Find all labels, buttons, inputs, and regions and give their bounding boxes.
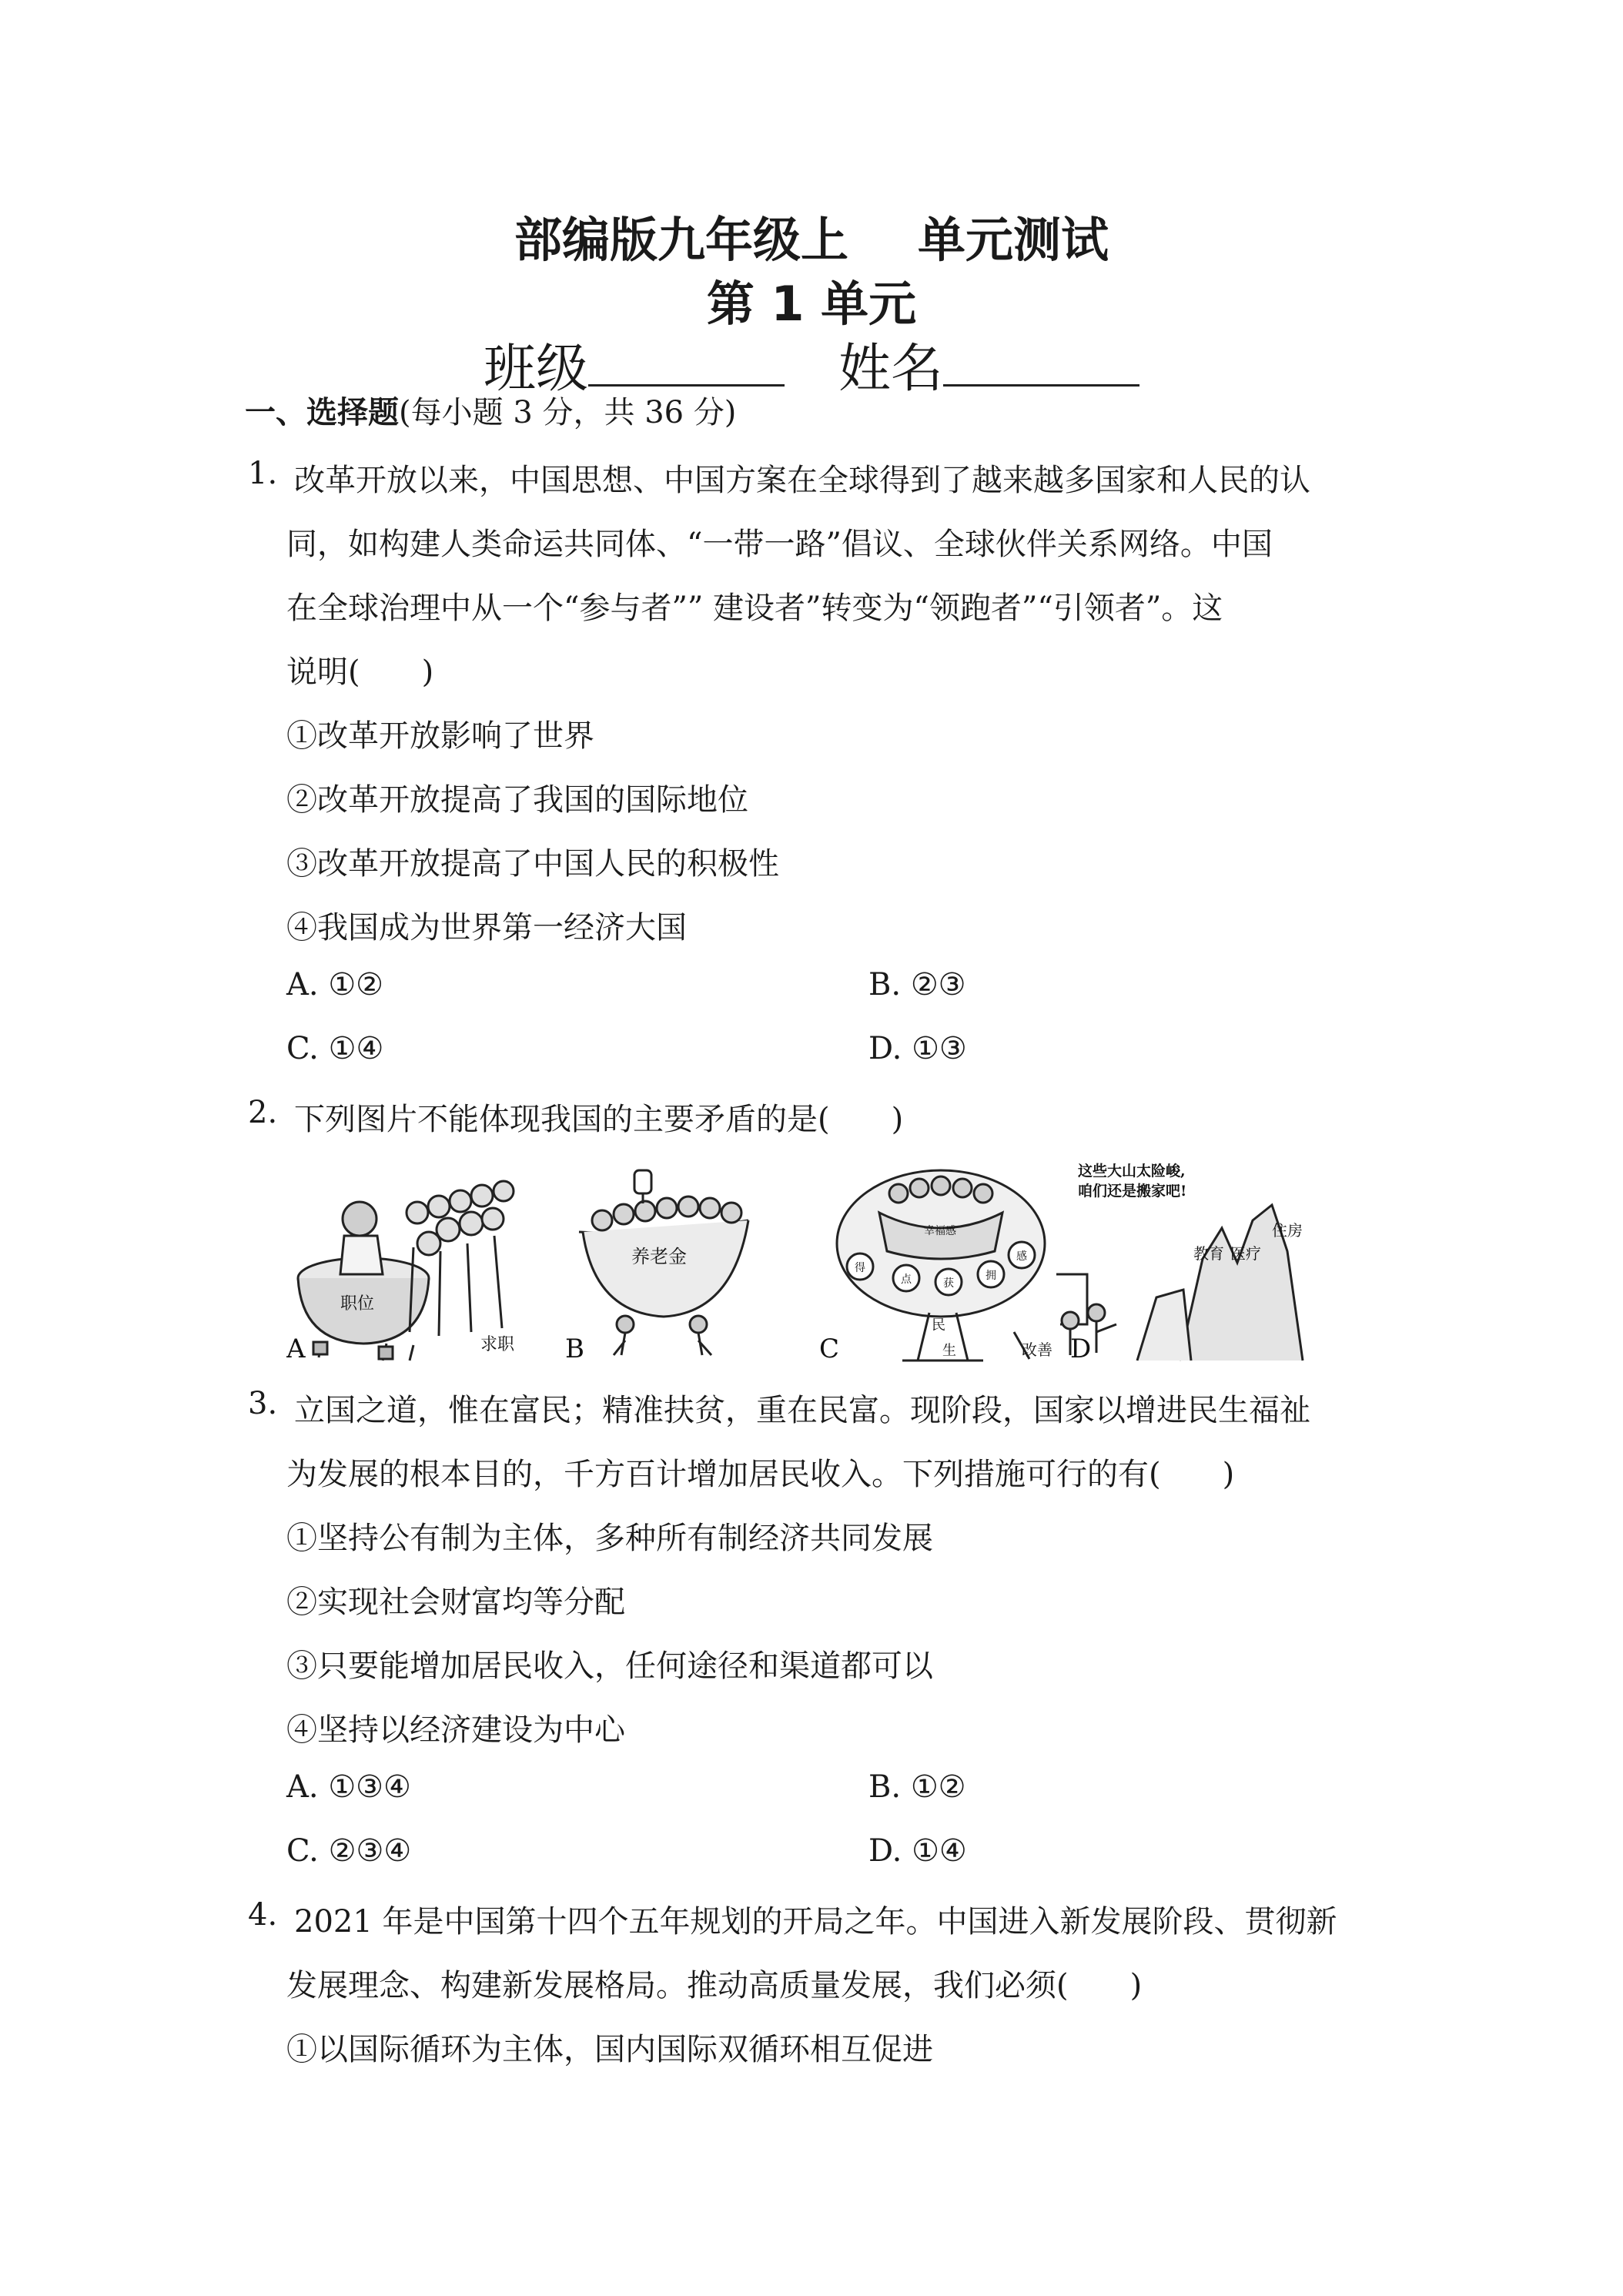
q1-item: ④我国成为世界第一经济大国 xyxy=(286,910,687,946)
q4-line: 发展理念、构建新发展格局。推动高质量发展，我们必须( ) xyxy=(286,1968,1143,2003)
name-blank[interactable] xyxy=(943,336,1139,387)
figure-a-label: 求职 xyxy=(480,1335,515,1354)
q1-option-c[interactable]: C. ①④ xyxy=(286,1031,384,1066)
q3-item: ③只要能增加居民收入，任何途径和渠道都可以 xyxy=(286,1648,933,1684)
cartoon-d[interactable] xyxy=(1056,1205,1303,1361)
q3-option-a[interactable]: A. ①③④ xyxy=(286,1769,411,1805)
figure-c-fruit: 得 xyxy=(855,1262,865,1274)
figure-d-label: 医疗 xyxy=(1230,1244,1261,1263)
q1-item: ②改革开放提高了我国的国际地位 xyxy=(286,782,748,818)
q3-number: 3. xyxy=(248,1386,278,1421)
cartoon-strip xyxy=(286,1159,1349,1363)
figure-d-label: 教育 xyxy=(1193,1244,1224,1263)
title-right: 单元测试 xyxy=(918,212,1109,268)
q1-option-b[interactable]: B. ②③ xyxy=(868,967,966,1002)
figure-d-letter: D xyxy=(1070,1334,1092,1363)
name-label: 姓名 xyxy=(838,339,944,400)
q3-item: ④坚持以经济建设为中心 xyxy=(286,1712,625,1748)
q1-number: 1. xyxy=(248,456,278,491)
section-title: 一、选择题 xyxy=(245,395,399,430)
cartoon-a[interactable] xyxy=(298,1181,514,1361)
title-left: 部编版九年级上 xyxy=(514,212,848,268)
q1-option-a[interactable]: A. ①② xyxy=(286,967,384,1002)
q1-line: 同，如构建人类命运共同体、“一带一路”倡议、全球伙伴关系网络。中国 xyxy=(286,527,1273,562)
figure-b-label: 养老金 xyxy=(631,1246,687,1267)
q1-line: 说明( ) xyxy=(286,654,434,690)
q3-line: 立国之道，惟在富民；精准扶贫，重在民富。现阶段，国家以增进民生福祉 xyxy=(294,1393,1310,1428)
section-note: (每小题 3 分，共 36 分) xyxy=(399,395,737,430)
figure-c-fruit: 获 xyxy=(943,1277,954,1290)
class-label: 班级 xyxy=(483,339,588,400)
q1-line: 改革开放以来，中国思想、中国方案在全球得到了越来越多国家和人民的认 xyxy=(294,463,1310,498)
figure-a-label: 职位 xyxy=(340,1294,375,1314)
figure-b-letter: B xyxy=(565,1334,584,1363)
figure-c-label: 生 xyxy=(942,1343,956,1359)
q2-cartoon-figures xyxy=(286,1159,1349,1363)
figure-c-letter: C xyxy=(819,1334,840,1363)
q1-option-d[interactable]: D. ①③ xyxy=(868,1031,967,1066)
q4-number: 4. xyxy=(248,1897,278,1933)
figure-d-caption: 这些大山太险峻, xyxy=(1078,1163,1186,1180)
q4-line: 2021 年是中国第十四个五年规划的开局之年。中国进入新发展阶段、贯彻新 xyxy=(294,1904,1337,1940)
figure-d-caption: 咱们还是搬家吧! xyxy=(1078,1183,1187,1200)
page-title xyxy=(0,202,1623,270)
q3-option-d[interactable]: D. ①④ xyxy=(868,1833,967,1869)
q3-option-b[interactable]: B. ①② xyxy=(868,1769,966,1805)
q2-line: 下列图片不能体现我国的主要矛盾的是( ) xyxy=(294,1102,904,1137)
q1-item: ③改革开放提高了中国人民的积极性 xyxy=(286,846,779,882)
q1-line: 在全球治理中从一个“参与者”” 建设者”转变为“领跑者”“引领者”。这 xyxy=(286,591,1223,626)
q2-number: 2. xyxy=(248,1095,278,1130)
q3-item: ①坚持公有制为主体，多种所有制经济共同发展 xyxy=(286,1521,933,1556)
figure-c-fruit: 点 xyxy=(901,1274,912,1286)
figure-c-label: 民 xyxy=(932,1317,945,1334)
figure-c-label: 幸福感 xyxy=(924,1225,956,1237)
q1-item: ①改革开放影响了世界 xyxy=(286,718,594,754)
q3-option-c[interactable]: C. ②③④ xyxy=(286,1833,412,1869)
figure-c-fruit: 拥 xyxy=(986,1270,996,1282)
student-info-line xyxy=(0,327,1623,402)
figure-a-letter: A xyxy=(286,1334,306,1363)
class-blank[interactable] xyxy=(588,336,785,387)
q3-item: ②实现社会财富均等分配 xyxy=(286,1585,625,1620)
figure-d-label: 住房 xyxy=(1272,1221,1303,1240)
page-subtitle: 第 1 单元 xyxy=(706,276,917,332)
q4-item: ①以国际循环为主体，国内国际双循环相互促进 xyxy=(286,2032,933,2067)
q3-line: 为发展的根本目的，千方百计增加居民收入。下列措施可行的有( ) xyxy=(286,1457,1235,1492)
figure-c-label: 改善 xyxy=(1022,1340,1052,1359)
section-heading xyxy=(245,388,736,432)
figure-c-fruit: 感 xyxy=(1016,1250,1027,1263)
